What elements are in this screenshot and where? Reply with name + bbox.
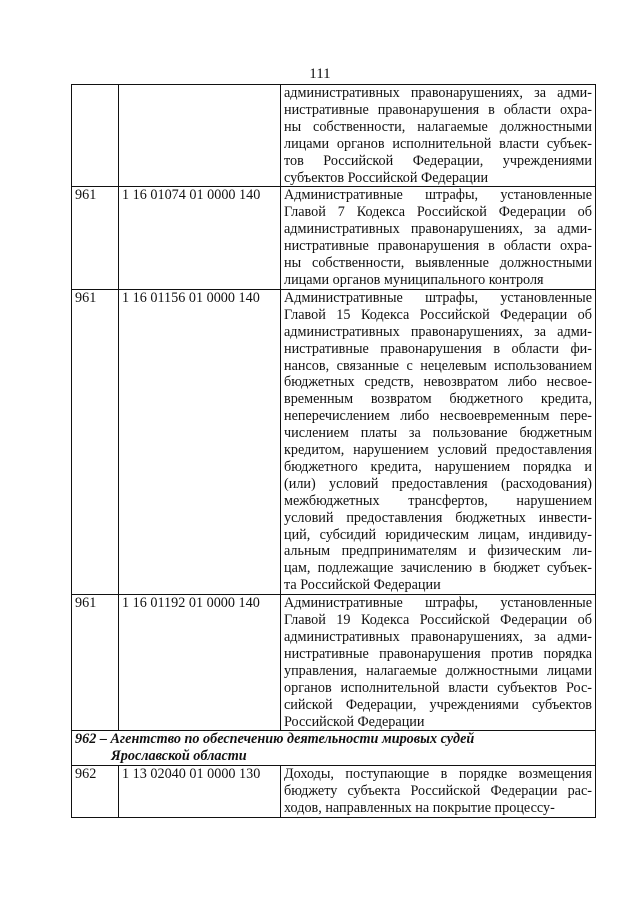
description-line: Административные штрафы, установленные [284, 595, 592, 612]
table-row [72, 766, 596, 818]
description-line: сийской Федерации, учреждениями субъектов [284, 696, 592, 713]
description-line: кредитом, нарушением условий предоставления [284, 442, 592, 459]
description-line: Российской Федерации [284, 713, 425, 730]
description-line: нистративные правонарушения в области охра- [284, 101, 592, 118]
row-description [281, 766, 596, 818]
description-line: административных правонарушениях, за адми- [284, 629, 592, 645]
admin-code-cell: 962 [72, 766, 119, 818]
description-line: субъектов Российской Федерации [284, 169, 489, 186]
group-header-cell [72, 731, 596, 766]
description-line: управления, налагаемые должностными лицами [284, 662, 592, 679]
description-line: числением платы за пользование бюджетным [284, 425, 592, 442]
description-line: Административные штрафы, установленные [284, 187, 592, 204]
description-line: лицами органов исполнительной власти субъек- [284, 135, 592, 152]
table-row [72, 289, 596, 594]
admin-code-cell: 961 [72, 289, 119, 594]
group-header-line: Ярославской области [111, 748, 247, 765]
description-line: Главой 15 Кодекса Российской Федерации об [284, 306, 592, 323]
description-line: Главой 7 Кодекса Российской Федерации об [284, 204, 592, 221]
income-code-cell: 1 16 01074 01 0000 140 [119, 187, 281, 289]
description-line: условий предоставления бюджетных инвести- [284, 509, 592, 526]
description-line: административных правонарушениях, за адми- [284, 85, 592, 101]
description-line: Главой 19 Кодекса Российской Федерации об [284, 612, 592, 629]
admin-code-cell: 961 [72, 595, 119, 731]
description-line: бюджетного кредита, нарушением порядка и [284, 458, 592, 475]
row-description [281, 289, 596, 594]
description-line: нистративные правонарушения против порядка [284, 645, 592, 662]
description-line: альным предпринимателям и физическим ли- [284, 543, 592, 560]
description-line: нансов, связанные с нецелевым использованием [284, 357, 592, 374]
income-code-cell [119, 85, 281, 187]
description-line: (или) условий предоставления (расходования) [284, 475, 592, 492]
income-code-cell: 1 16 01156 01 0000 140 [119, 289, 281, 594]
row-description [281, 595, 596, 731]
description-line: нистративные правонарушения в области охра- [284, 238, 592, 255]
description-line: Доходы, поступающие в порядке возмещения [284, 766, 592, 783]
description-line: ны собственности, налагаемые должностными [284, 118, 592, 135]
description-line: лицами органов муниципального контроля [284, 271, 544, 288]
table-row [72, 187, 596, 289]
description-line: та Российской Федерации [284, 577, 441, 594]
admin-code-cell [72, 85, 119, 187]
table-row [72, 85, 596, 187]
description-line: административных правонарушениях, за адми- [284, 221, 592, 238]
description-line: Административные штрафы, установленные [284, 289, 592, 306]
row-description [281, 187, 596, 289]
description-line: административных правонарушениях, за адми- [284, 323, 592, 340]
description-line: ходов, направленных на покрытие процессу- [284, 800, 555, 817]
income-code-cell: 1 16 01192 01 0000 140 [119, 595, 281, 731]
description-line: органов исполнительной власти субъектов Рос- [284, 679, 592, 696]
description-line: тов Российской Федерации, учреждениями [284, 152, 592, 169]
description-line: ны собственности, выявленные должностными [284, 255, 592, 272]
description-line: неперечислением либо несвоевременным пере- [284, 408, 592, 425]
description-line: временным возвратом бюджетного кредита, [284, 391, 592, 408]
table-row [72, 595, 596, 731]
group-header-row [72, 731, 596, 766]
income-codes-table [71, 84, 596, 818]
description-line: ций, субсидий юридическим лицам, индивиду- [284, 526, 592, 543]
income-code-cell: 1 13 02040 01 0000 130 [119, 766, 281, 818]
admin-code-cell: 961 [72, 187, 119, 289]
description-line: бюджету субъекта Российской Федерации рас- [284, 783, 592, 800]
description-line: межбюджетных трансфертов, нарушением [284, 492, 592, 509]
page-number: 111 [309, 66, 331, 82]
description-line: цам, подлежащие зачислению в бюджет субъек- [284, 560, 592, 577]
group-header-line: 962 – Агентство по обеспечению деятельности мировых судей [75, 731, 475, 748]
row-description [281, 85, 596, 187]
description-line: нистративные правонарушения в области фи- [284, 340, 592, 357]
description-line: бюджетных средств, невозвратом либо несвое- [284, 374, 592, 391]
